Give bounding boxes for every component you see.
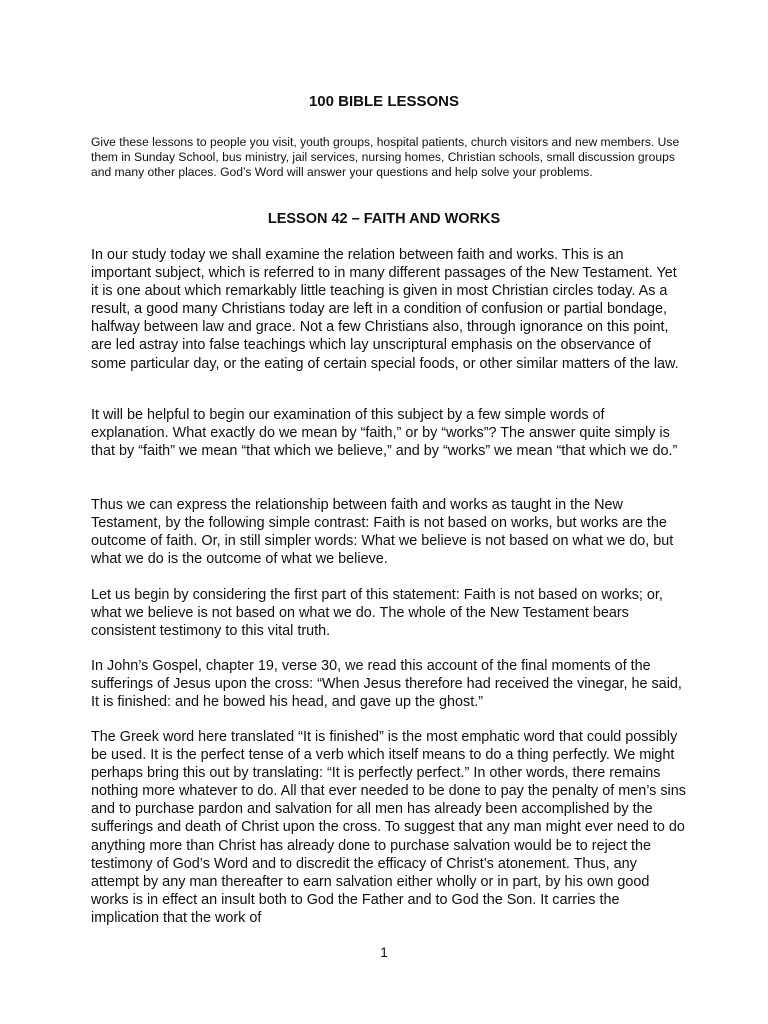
document-title: 100 BIBLE LESSONS xyxy=(308,93,460,110)
body-paragraph: In John’s Gospel, chapter 19, verse 30, we read this account of the final moments of the sufferings of Jesus upon the cross: “When Jesus therefore had received the vinegar, he said, It is finished: and he bowed his head, and gave up the ghost.” xyxy=(91,658,682,711)
intro-paragraph: Give these lessons to people you visit, youth groups, hospital patients, church visitors and new members. Use them in Sunday School, bus ministry, jail services, nursing homes, Christian schools, small discussion groups and many other places. God’s Word will answer your questions and help solve your problems. xyxy=(91,135,680,179)
body-paragraph: Thus we can express the relationship between faith and works as taught in the New Testament, by the following simple contrast: Faith is not based on works, but works are the outcome of faith. Or, in still simpler words: What we believe is not based on what we do, but what we do is the outcome of what we believe. xyxy=(91,497,674,568)
body-paragraph: It will be helpful to begin our examination of this subject by a few simple words of explanation. What exactly do we mean by “faith,” or by “works”? The answer quite simply is that by “faith” we mean “that which we believe,” and by “works” we mean “that which we do.” xyxy=(91,407,678,460)
lesson-title: LESSON 42 – FAITH AND WORKS xyxy=(267,211,501,227)
body-paragraph: Let us begin by considering the first part of this statement: Faith is not based on works; or, what we believe is not based on what we do. The whole of the New Testament bears consistent testimony to this vital truth. xyxy=(91,587,663,640)
body-paragraph: The Greek word here translated “It is finished” is the most emphatic word that could possibly be used. It is the perfect tense of a verb which itself means to do a thing perfectly. We might perhaps bring this out by translating: “It is perfectly perfect.” In other words, there remains nothing more whatever to do. All that ever needed to be done to pay the penalty of men’s sins and to purchase pardon and salvation for all men has already been accomplished by the sufferings and death of Christ upon the cross. To suggest that any man might ever need to do anything more than Christ has already done to purchase salvation would be to reject the testimony of God’s Word and to discredit the efficacy of Christ’s atonement. Thus, any attempt by any man thereafter to earn salvation either wholly or in part, by his own good works is in effect an insult both to God the Father and to God the Son. It carries the implication that the work of xyxy=(91,729,686,926)
body-paragraph: In our study today we shall examine the relation between faith and works. This is an important subject, which is referred to in many different passages of the New Testament. Yet it is one about which remarkably little teaching is given in most Christian circles today. As a result, a good many Christians today are left in a condition of confusion or partial bondage, halfway between law and grace. Not a few Christians also, through ignorance on this point, are led astray into false teachings which lay unscriptural emphasis on the observance of some particular day, or the eating of certain special foods, or other similar matters of the law. xyxy=(91,247,679,372)
page-number: 1 xyxy=(380,944,388,960)
